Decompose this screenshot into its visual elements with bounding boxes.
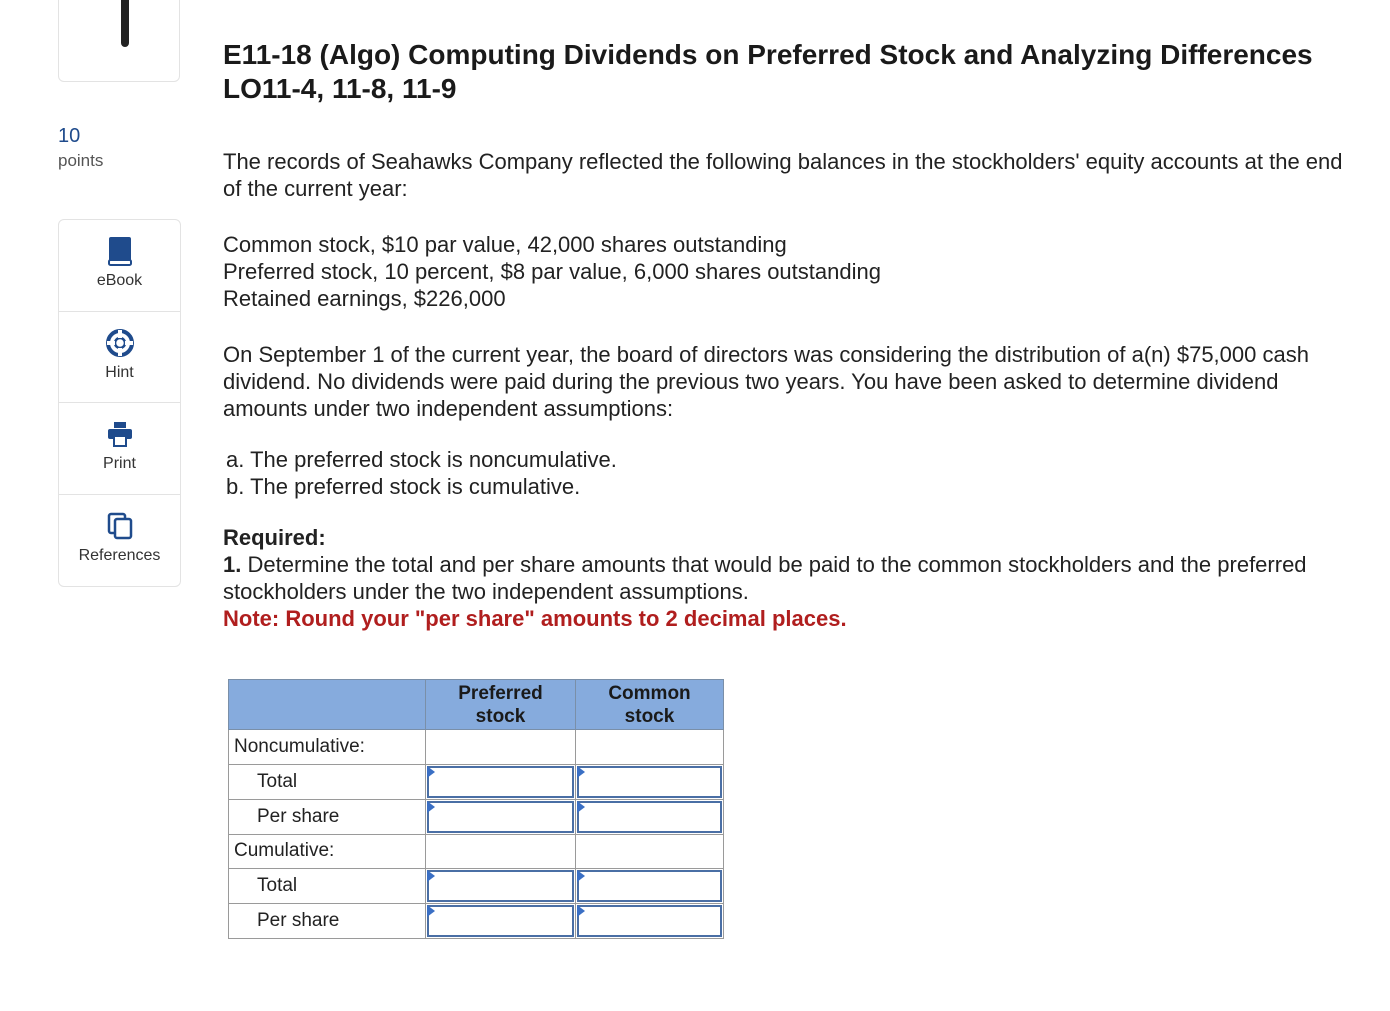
input-marker-icon xyxy=(577,870,585,882)
table-row xyxy=(229,764,724,799)
empty-cell xyxy=(576,730,724,765)
noncum-preferred-per-share-input[interactable] xyxy=(426,799,576,834)
empty-cell xyxy=(426,834,576,869)
input-marker-icon xyxy=(427,766,435,778)
table-row xyxy=(229,730,724,765)
required-number: 1. xyxy=(223,552,242,577)
header-preferred xyxy=(426,680,576,730)
input-marker-icon xyxy=(427,870,435,882)
title-line-2: LO11-4, 11-8, 11-9 xyxy=(223,73,457,104)
header-preferred-line2: stock xyxy=(475,705,526,727)
rounding-note: Note: Round your "per share" amounts to 2 decimal places. xyxy=(223,606,847,631)
required-text: Determine the total and per share amounts that would be paid to the common stockholders and the preferred stockholders under the two independent assumptions. xyxy=(223,552,1307,604)
row-label-per-share: Per share xyxy=(229,904,426,939)
row-label-per-share: Per share xyxy=(229,799,426,834)
table-row xyxy=(229,799,724,834)
balances-list xyxy=(223,231,1353,312)
printer-icon xyxy=(105,419,135,449)
empty-cell xyxy=(576,834,724,869)
hint-label: Hint xyxy=(105,363,134,381)
assumption-a: a. The preferred stock is noncumulative. xyxy=(226,447,617,472)
input-marker-icon xyxy=(577,905,585,917)
tools-panel xyxy=(58,219,181,587)
print-label: Print xyxy=(103,455,136,472)
points-block xyxy=(58,124,103,174)
balance-retained: Retained earnings, $226,000 xyxy=(223,286,506,311)
header-blank xyxy=(229,680,426,730)
header-common xyxy=(576,680,724,730)
previous-question-card xyxy=(58,0,180,82)
points-label: points xyxy=(58,151,104,170)
intro-text: The records of Seahawks Company reflected the following balances in the stockholders' equity accounts at the end of the current year: xyxy=(223,149,1343,201)
problem-content xyxy=(223,38,1353,632)
empty-cell xyxy=(426,730,576,765)
book-icon xyxy=(105,236,135,266)
hint-button[interactable] xyxy=(59,312,180,404)
noncum-common-total-input[interactable] xyxy=(576,764,724,799)
assumption-b: b. The preferred stock is cumulative. xyxy=(226,474,581,499)
cum-preferred-per-share-input[interactable] xyxy=(426,904,576,939)
section-cumulative: Cumulative: xyxy=(229,834,426,869)
input-marker-icon xyxy=(577,801,585,813)
required-item-1 xyxy=(223,551,1353,605)
section-noncumulative: Noncumulative: xyxy=(229,730,426,765)
header-common-line1: Common xyxy=(608,682,691,704)
header-common-line2: stock xyxy=(624,705,675,727)
answer-table xyxy=(228,679,724,939)
table-row xyxy=(229,834,724,869)
table-row xyxy=(229,904,724,939)
points-value: 10 xyxy=(58,125,81,147)
balance-common: Common stock, $10 par value, 42,000 shares outstanding xyxy=(223,232,787,257)
cum-preferred-total-input[interactable] xyxy=(426,869,576,904)
references-label: References xyxy=(78,546,161,564)
lifebuoy-icon xyxy=(105,328,135,358)
references-button[interactable] xyxy=(59,495,180,587)
row-label-total: Total xyxy=(229,869,426,904)
table-header-row xyxy=(229,680,724,730)
noncum-preferred-total-input[interactable] xyxy=(426,764,576,799)
header-preferred-line1: Preferred xyxy=(458,682,543,704)
table-row xyxy=(229,869,724,904)
cum-common-total-input[interactable] xyxy=(576,869,724,904)
required-section xyxy=(223,524,1353,632)
noncum-common-per-share-input[interactable] xyxy=(576,799,724,834)
print-button[interactable] xyxy=(59,403,180,495)
balance-preferred: Preferred stock, 10 percent, $8 par value, 6,000 shares outstanding xyxy=(223,259,881,284)
required-heading: Required: xyxy=(223,525,326,550)
assumptions-list xyxy=(223,446,1353,500)
input-marker-icon xyxy=(427,905,435,917)
input-marker-icon xyxy=(427,801,435,813)
cum-common-per-share-input[interactable] xyxy=(576,904,724,939)
problem-title xyxy=(223,38,1353,106)
ebook-button[interactable] xyxy=(59,220,180,312)
question-marker xyxy=(121,0,129,47)
input-marker-icon xyxy=(577,766,585,778)
scenario-text: On September 1 of the current year, the board of directors was considering the distribution of a(n) $75,000 cash dividend. No dividends were paid during the previous two years. You have been asked to determine dividend amounts under two independent assumptions: xyxy=(223,342,1309,421)
title-line-1: E11-18 (Algo) Computing Dividends on Preferred Stock and Analyzing Differences xyxy=(223,39,1313,70)
ebook-label: eBook xyxy=(96,272,143,289)
row-label-total: Total xyxy=(229,764,426,799)
copy-icon xyxy=(105,511,135,541)
